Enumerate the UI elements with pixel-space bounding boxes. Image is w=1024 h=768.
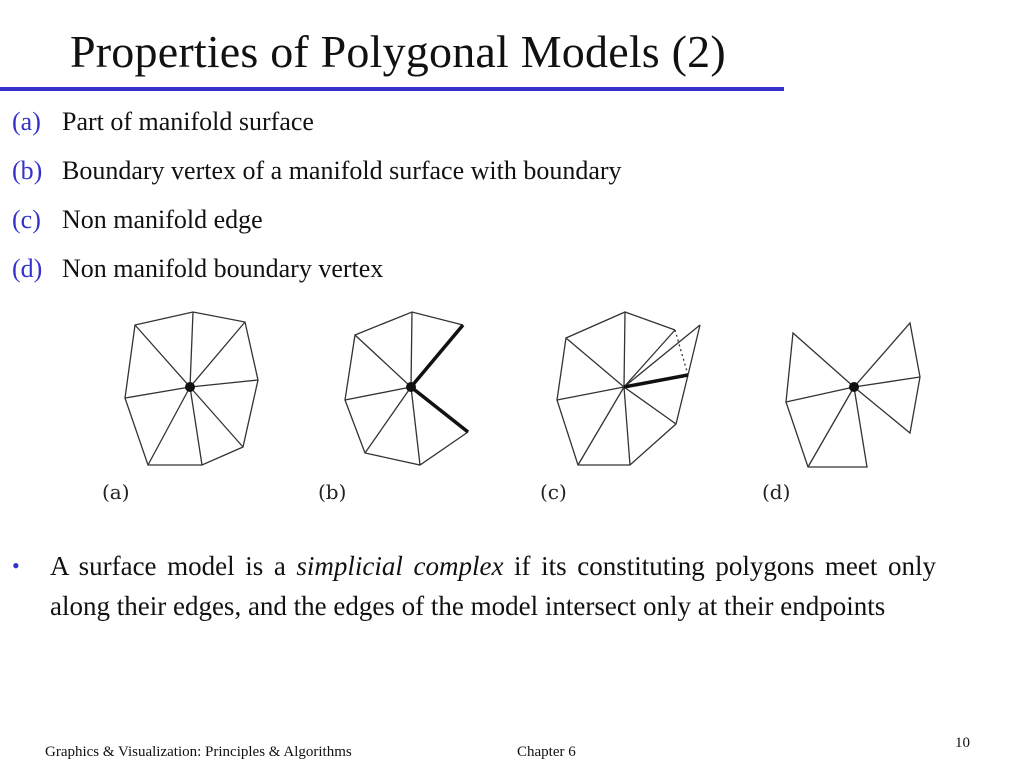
list-item-label: (a) [12, 107, 41, 136]
list-item-c [12, 204, 263, 236]
figure-b-boundary-vertex [345, 312, 468, 465]
figure-d-non-manifold-boundary-vertex [786, 323, 920, 467]
bullet-text-after: if its constituting polygons meet only along their edges, and the edges of the model intersect only at their endpoints [50, 551, 936, 621]
list-item-a [12, 106, 314, 138]
list-item-label: (b) [12, 156, 43, 185]
bullet-marker: • [12, 553, 20, 578]
figure-label-a: (a) [102, 480, 130, 504]
figure-c-non-manifold-edge [557, 312, 700, 465]
figure-label-b: (b) [318, 480, 347, 504]
list-item-text: Non manifold edge [62, 205, 263, 234]
list-item-label: (d) [12, 254, 43, 283]
bullet-emphasis: simplicial complex [296, 551, 504, 581]
list-item-label: (c) [12, 205, 41, 234]
list-item-text: Non manifold boundary vertex [62, 254, 384, 283]
list-item-b [12, 155, 622, 187]
polygon-figures [90, 305, 940, 510]
slide-title: Properties of Polygonal Models (2) [70, 26, 726, 77]
list-item-text: Boundary vertex of a manifold surface with boundary [62, 156, 622, 185]
figure-label-d: (d) [762, 480, 791, 504]
bullet-text-before: A surface model is a [50, 551, 297, 581]
figure-label-c: (c) [540, 480, 567, 504]
list-item-text: Part of manifold surface [62, 107, 314, 136]
title-underline [0, 87, 784, 91]
footer-page-number: 10 [955, 735, 970, 751]
list-item-d [12, 253, 383, 285]
footer-course: Graphics & Visualization: Principles & Algorithms [45, 744, 352, 760]
bullet-paragraph [50, 546, 936, 626]
footer-chapter: Chapter 6 [517, 744, 576, 760]
figure-a-manifold-surface [125, 312, 258, 465]
